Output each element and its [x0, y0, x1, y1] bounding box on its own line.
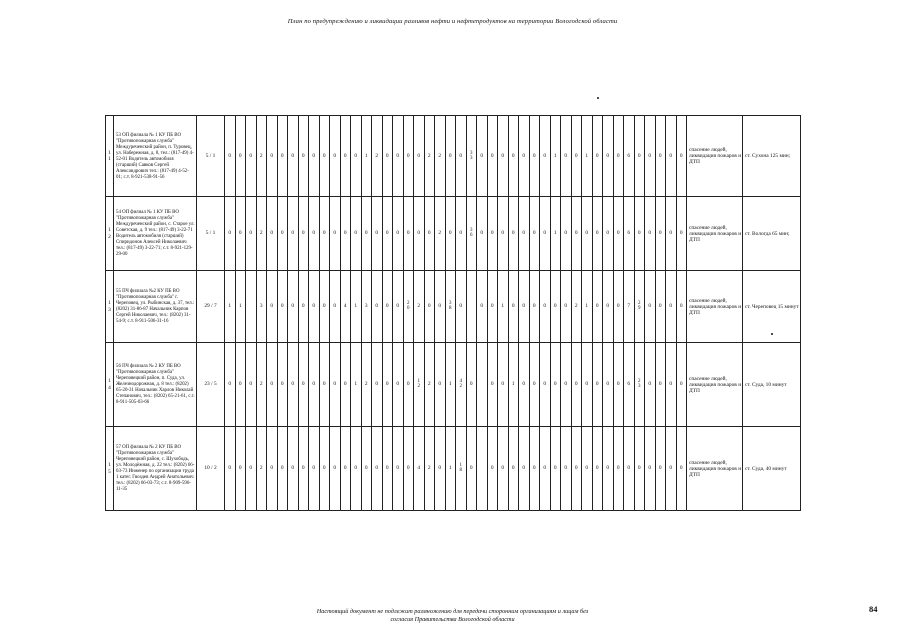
equipment-count-cell: 0 — [540, 197, 551, 271]
equipment-count-cell: 0 — [403, 343, 414, 427]
equipment-count-cell: 0 — [235, 197, 246, 271]
equipment-count-cell: 0 — [508, 116, 519, 197]
equipment-count-cell: 0 — [529, 343, 540, 427]
table-row — [106, 343, 801, 427]
row-index-digit: 1 — [108, 227, 111, 234]
equipment-count-cell — [466, 271, 477, 343]
equipment-count-cell: 0 — [351, 197, 362, 271]
equipment-count-cell: 0 — [456, 271, 467, 343]
personnel-count: 5 / 1 — [197, 197, 225, 271]
equipment-count-cell: 0 — [645, 116, 656, 197]
action-description: спасение людей, ликвидация пожаров и ДТП — [687, 116, 743, 197]
equipment-count-cell: 0 — [424, 197, 435, 271]
equipment-count-cell: 0 — [582, 197, 593, 271]
equipment-count-cell: 6 — [624, 116, 635, 197]
equipment-count-cell: 0 — [424, 271, 435, 343]
footer-line-1: Настоящий документ не подлежит размножению для передачи сторонним организациям и лицам без — [316, 608, 589, 615]
equipment-count-cell: 0 — [246, 197, 257, 271]
equipment-count-cell: 0 — [319, 343, 330, 427]
equipment-count-cell: 0 — [225, 116, 236, 197]
equipment-count-cell: 0 — [592, 116, 603, 197]
equipment-count-cell: 0 — [340, 116, 351, 197]
table-row — [106, 271, 801, 343]
personnel-count: 10 / 2 — [197, 427, 225, 511]
equipment-count-cell — [477, 343, 488, 427]
equipment-count-cell: 0 — [603, 197, 614, 271]
equipment-count-cell: 3 6 — [466, 197, 477, 271]
equipment-count-cell: 0 — [676, 427, 687, 511]
equipment-count-cell: 0 — [288, 271, 299, 343]
equipment-count-cell: 0 — [529, 271, 540, 343]
action-description: спасение людей, ликвидация пожаров и ДТП — [687, 197, 743, 271]
equipment-count-cell: 2 — [372, 116, 383, 197]
equipment-count-cell: 4 2 — [456, 343, 467, 427]
equipment-count-cell: 2 — [435, 197, 446, 271]
equipment-count-cell: 0 — [277, 116, 288, 197]
row-index-digit: 3 — [108, 306, 111, 313]
equipment-count-cell: 0 — [393, 271, 404, 343]
equipment-count-cell: 0 — [666, 197, 677, 271]
equipment-count-cell: 0 — [298, 427, 309, 511]
equipment-count-cell: 0 — [613, 197, 624, 271]
equipment-count-cell: 2 — [424, 427, 435, 511]
equipment-count-cell: 0 — [403, 427, 414, 511]
equipment-count-cell: 0 — [393, 197, 404, 271]
equipment-count-cell: 0 — [319, 116, 330, 197]
equipment-count-cell — [477, 427, 488, 511]
scan-speck — [597, 97, 599, 99]
equipment-count-cell: 0 — [676, 271, 687, 343]
equipment-count-cell: 0 — [498, 116, 509, 197]
equipment-count-cell: 0 — [246, 427, 257, 511]
equipment-count-cell: 0 — [267, 271, 278, 343]
equipment-count-cell — [246, 271, 257, 343]
equipment-count-cell: 2 0 — [403, 271, 414, 343]
equipment-count-cell: 0 — [235, 343, 246, 427]
equipment-count-cell: 0 — [361, 427, 372, 511]
row-index — [106, 271, 114, 343]
equipment-count-cell: 0 — [487, 427, 498, 511]
equipment-count-cell: 0 — [508, 197, 519, 271]
equipment-count-cell: 0 — [592, 343, 603, 427]
row-index — [106, 197, 114, 271]
action-description: спасение людей, ликвидация пожаров и ДТП — [687, 271, 743, 343]
equipment-count-cell: 0 — [498, 197, 509, 271]
equipment-count-cell: 0 — [666, 343, 677, 427]
equipment-count-cell: 0 — [372, 427, 383, 511]
equipment-count-cell: 0 — [613, 116, 624, 197]
personnel-count: 5 / 1 — [197, 116, 225, 197]
equipment-count-cell: 0 — [277, 427, 288, 511]
equipment-count-cell: 2 3 — [634, 343, 645, 427]
equipment-count-cell: 0 — [319, 427, 330, 511]
equipment-count-cell: 0 — [676, 197, 687, 271]
equipment-count-cell: 0 — [298, 343, 309, 427]
equipment-count-cell: 0 — [561, 343, 572, 427]
equipment-count-cell: 0 — [403, 116, 414, 197]
data-table — [105, 115, 801, 511]
equipment-count-cell: 0 — [613, 343, 624, 427]
equipment-count-cell: 0 — [382, 197, 393, 271]
equipment-count-cell: 0 — [519, 343, 530, 427]
equipment-count-cell: 0 — [603, 427, 614, 511]
unit-description: 56 ПЧ филиала № 2 КУ ПБ ВО "Противопожарная служба" Череповецкий район, п. Суда, ул. Железнодорожная, д. 8 тел.: (8202) 65-20-31 Начальник Харлов Николай Степанович, тел.: (8202) 65-21-61, с.т. 8-911-505-03-66 — [114, 343, 197, 427]
equipment-count-cell: 0 — [655, 343, 666, 427]
equipment-count-cell: 0 — [676, 116, 687, 197]
footer-line-2: согласия Правительства Вологодской области — [390, 616, 515, 623]
equipment-count-cell: 0 — [288, 116, 299, 197]
table-row — [106, 116, 801, 197]
equipment-count-cell: 0 — [298, 116, 309, 197]
page-header: План по предупреждению и ликвидации разливов нефти и нефтепродуктов на территории Вологодской области — [287, 18, 618, 25]
equipment-count-cell: 0 — [393, 427, 404, 511]
equipment-count-cell: 0 — [235, 116, 246, 197]
equipment-count-cell: 0 — [267, 116, 278, 197]
equipment-count-cell: 0 — [613, 271, 624, 343]
equipment-count-cell: 0 — [309, 116, 320, 197]
equipment-count-cell: 0 — [382, 427, 393, 511]
equipment-count-cell: 0 — [267, 197, 278, 271]
action-description: спасение людей, ликвидация пожаров и ДТП — [687, 427, 743, 511]
equipment-count-cell: 0 — [666, 271, 677, 343]
equipment-count-cell: 0 — [382, 343, 393, 427]
equipment-count-cell: 0 — [225, 197, 236, 271]
equipment-count-cell: 0 — [477, 271, 488, 343]
equipment-count-cell: 0 — [246, 116, 257, 197]
equipment-count-cell: 0 — [571, 116, 582, 197]
equipment-count-cell: 0 — [561, 271, 572, 343]
equipment-count-cell: 0 — [645, 343, 656, 427]
equipment-count-cell: 0 — [330, 427, 341, 511]
equipment-count-cell: 0 — [645, 271, 656, 343]
arrival-time: ст. Череповец 15 минут — [743, 271, 801, 343]
equipment-count-cell: 0 — [624, 427, 635, 511]
equipment-count-cell: 0 — [309, 427, 320, 511]
row-index — [106, 116, 114, 197]
equipment-count-cell: 2 — [256, 343, 267, 427]
equipment-count-cell: 0 — [540, 116, 551, 197]
equipment-count-cell: 1 — [550, 116, 561, 197]
equipment-count-cell: 0 — [330, 116, 341, 197]
equipment-count-cell: 0 — [340, 427, 351, 511]
equipment-count-cell: 0 — [603, 343, 614, 427]
equipment-count-cell: 0 — [235, 427, 246, 511]
equipment-count-cell: 1 — [445, 427, 456, 511]
row-index-digit: 5 — [108, 468, 111, 475]
equipment-count-cell: 0 — [645, 427, 656, 511]
equipment-count-cell: 0 — [456, 197, 467, 271]
equipment-count-cell: 0 — [414, 116, 425, 197]
equipment-count-cell: 0 — [225, 343, 236, 427]
equipment-count-cell: 0 — [246, 343, 257, 427]
equipment-count-cell: 0 — [351, 427, 362, 511]
equipment-count-cell: 2 — [424, 116, 435, 197]
equipment-count-cell: 2 — [256, 116, 267, 197]
equipment-count-cell: 0 — [288, 343, 299, 427]
table-row — [106, 427, 801, 511]
equipment-count-cell: 0 — [529, 427, 540, 511]
equipment-count-cell: 0 — [540, 427, 551, 511]
table-row — [106, 197, 801, 271]
equipment-count-cell: 0 — [561, 116, 572, 197]
equipment-count-cell: 0 — [330, 343, 341, 427]
equipment-count-cell: 2 — [256, 197, 267, 271]
equipment-count-cell: 1 — [582, 116, 593, 197]
equipment-count-cell: 0 — [666, 427, 677, 511]
equipment-count-cell: 0 — [456, 116, 467, 197]
equipment-count-cell: 0 — [340, 343, 351, 427]
equipment-count-cell: 4 — [340, 271, 351, 343]
row-index — [106, 343, 114, 427]
equipment-count-cell: 0 — [592, 427, 603, 511]
equipment-count-cell: 0 — [655, 271, 666, 343]
row-index — [106, 427, 114, 511]
equipment-count-cell: 0 — [487, 271, 498, 343]
equipment-count-cell: 0 — [372, 271, 383, 343]
equipment-count-cell: 0 — [550, 271, 561, 343]
equipment-count-cell: 1 — [225, 271, 236, 343]
equipment-count-cell: 0 — [645, 197, 656, 271]
equipment-count-cell: 0 — [603, 116, 614, 197]
equipment-count-cell: 0 — [519, 427, 530, 511]
action-description: спасение людей, ликвидация пожаров и ДТП — [687, 343, 743, 427]
equipment-count-cell: 0 — [655, 197, 666, 271]
equipment-count-cell: 0 — [393, 343, 404, 427]
equipment-count-cell: 7 — [624, 271, 635, 343]
row-index-digit: 1 — [108, 462, 111, 469]
equipment-count-cell: 0 — [277, 197, 288, 271]
equipment-count-cell: 0 — [508, 427, 519, 511]
equipment-count-cell: 0 — [529, 197, 540, 271]
equipment-count-cell: 0 — [330, 197, 341, 271]
equipment-count-cell: 4 — [414, 427, 425, 511]
equipment-count-cell: 0 — [351, 116, 362, 197]
arrival-time: ст. Суда, 10 минут — [743, 343, 801, 427]
equipment-count-cell: 0 — [466, 427, 477, 511]
equipment-count-cell: 0 — [498, 343, 509, 427]
equipment-count-cell: 0 — [382, 116, 393, 197]
row-index-digit: 1 — [108, 378, 111, 385]
equipment-count-cell: 6 — [624, 343, 635, 427]
equipment-count-cell: 0 — [435, 427, 446, 511]
equipment-count-cell: 0 — [487, 197, 498, 271]
arrival-time: ст. Вологда 65 мин; — [743, 197, 801, 271]
equipment-count-cell: 0 — [540, 343, 551, 427]
unit-description: 54 ОП филиал № 1 КУ ПБ ВО "Противопожарная служба" Междуреченский район, с. Старое ул. Советская, д. 9 тел.: (817-49) 3-22-71 Водитель автомобиля (старший) Спиридонов Алексей Николаевич тел.: (817-49) 3-22-71; с.т. 8-921-129-29-00 — [114, 197, 197, 271]
equipment-count-cell: 0 — [561, 197, 572, 271]
equipment-count-cell: 1 2 — [414, 343, 425, 427]
equipment-count-cell: 0 — [309, 343, 320, 427]
equipment-count-cell: 0 — [340, 197, 351, 271]
unit-description: 55 ПЧ филиала №2 КУ ПБ ВО "Противопожарная служба" г. Череповец, ул. Рыбинская, д. 37, тел.: (8202) 31-86-87 Начальник Карпов Сергей Николаевич, тел.: (8202) 31-54-9; с.т. 8-911-506-31-16 — [114, 271, 197, 343]
equipment-count-cell: 0 — [592, 197, 603, 271]
equipment-count-cell: 1 — [235, 271, 246, 343]
equipment-count-cell: 0 — [655, 116, 666, 197]
equipment-count-cell: 2 — [435, 116, 446, 197]
equipment-count-cell: 0 — [592, 271, 603, 343]
equipment-count-cell: 0 — [393, 116, 404, 197]
equipment-count-cell: 6 — [624, 197, 635, 271]
equipment-count-cell: 1 — [508, 343, 519, 427]
row-index-digit: 1 — [108, 149, 111, 156]
equipment-count-cell: 0 — [288, 197, 299, 271]
equipment-count-cell: 0 — [477, 116, 488, 197]
equipment-count-cell: 0 — [361, 197, 372, 271]
equipment-count-cell: 0 — [267, 427, 278, 511]
equipment-count-cell: 3 3 — [466, 116, 477, 197]
equipment-count-cell: 1 — [361, 116, 372, 197]
unit-description: 53 ОП филиала № 1 КУ ПБ ВО "Противопожарная служба" Междуреченский район, п. Туровец, ул. Набережная, д. 8, тел.: (817-49) 4-52-01 Водитель автомобиля (старший) Савков Сергей Александрович тел.: (817-49) 4-52-01; с.т. 8-921-538-91-56 — [114, 116, 197, 197]
equipment-count-cell: 0 — [613, 427, 624, 511]
equipment-count-cell: 1 — [351, 343, 362, 427]
equipment-count-cell: 0 — [634, 116, 645, 197]
equipment-count-cell: 1 — [582, 271, 593, 343]
equipment-count-cell: 0 — [676, 343, 687, 427]
equipment-count-cell: 0 — [540, 271, 551, 343]
arrival-time: ст. Суда, 40 минут — [743, 427, 801, 511]
equipment-count-cell: 1 — [351, 271, 362, 343]
equipment-count-cell: 0 — [435, 343, 446, 427]
equipment-count-cell: 0 — [519, 271, 530, 343]
page-number: 84 — [869, 604, 878, 614]
page-footer — [0, 608, 905, 624]
equipment-count-cell: 3 — [361, 271, 372, 343]
equipment-count-cell: 0 — [571, 343, 582, 427]
equipment-count-cell: 0 — [519, 116, 530, 197]
equipment-count-cell: 0 — [445, 116, 456, 197]
equipment-count-cell: 0 — [319, 271, 330, 343]
equipment-count-cell: 1 — [498, 271, 509, 343]
equipment-count-cell: 0 — [298, 271, 309, 343]
equipment-count-cell: 1 — [445, 343, 456, 427]
equipment-count-cell: 0 — [519, 197, 530, 271]
equipment-count-cell: 1 8 — [456, 427, 467, 511]
equipment-count-cell: 0 — [487, 116, 498, 197]
equipment-count-cell: 2 9 — [634, 271, 645, 343]
equipment-count-cell: 0 — [309, 197, 320, 271]
equipment-count-cell: 0 — [435, 271, 446, 343]
personnel-count: 23 / 5 — [197, 343, 225, 427]
equipment-count-cell: 0 — [529, 116, 540, 197]
arrival-time: ст. Сухона 125 мин; — [743, 116, 801, 197]
equipment-count-cell: 0 — [403, 197, 414, 271]
equipment-count-cell: 0 — [267, 343, 278, 427]
unit-description: 57 ОП филиала № 2 КУ ПБ ВО "Противопожарная служба" Череповецкий район, с. Шухободь, ул. Молодёжная, д. 22 тел.: (8202) 66-03-73 Инженер по организации труда 1 катег. Гвоздев Андрей Анатольевич тел.: (8202) 66-03-73; с.т. 8-909-596-11-35 — [114, 427, 197, 511]
equipment-count-cell: 0 — [288, 427, 299, 511]
row-index-digit: 1 — [108, 300, 111, 307]
equipment-count-cell: 0 — [603, 271, 614, 343]
equipment-count-cell: 0 — [372, 197, 383, 271]
equipment-count-cell: 2 — [571, 271, 582, 343]
equipment-count-cell: 0 — [330, 271, 341, 343]
equipment-count-cell: 2 — [424, 343, 435, 427]
equipment-count-cell: 0 — [277, 271, 288, 343]
equipment-count-cell: 0 — [571, 197, 582, 271]
equipment-count-cell: 0 — [655, 427, 666, 511]
equipment-count-cell: 0 — [477, 197, 488, 271]
equipment-count-cell: 0 — [508, 271, 519, 343]
equipment-count-cell: 0 — [582, 427, 593, 511]
equipment-count-cell: 0 — [561, 427, 572, 511]
equipment-count-cell: 0 — [666, 116, 677, 197]
equipment-count-cell: 0 — [309, 271, 320, 343]
equipment-count-cell: 2 — [256, 427, 267, 511]
equipment-count-cell: 3 — [256, 271, 267, 343]
equipment-count-cell: 0 — [414, 197, 425, 271]
equipment-count-cell: 0 — [498, 427, 509, 511]
equipment-count-cell: 0 — [550, 427, 561, 511]
equipment-count-cell: 0 — [487, 343, 498, 427]
equipment-count-cell: 1 — [550, 197, 561, 271]
equipment-count-cell: 0 — [634, 197, 645, 271]
equipment-count-cell: 3 8 — [445, 271, 456, 343]
equipment-count-cell: 2 — [361, 343, 372, 427]
equipment-count-cell: 0 — [550, 343, 561, 427]
equipment-count-cell: 0 — [277, 343, 288, 427]
row-index-digit: 2 — [108, 233, 111, 240]
equipment-count-cell: 0 — [634, 427, 645, 511]
equipment-count-cell: 0 — [466, 343, 477, 427]
equipment-count-cell: 0 — [382, 271, 393, 343]
equipment-count-cell: 2 — [414, 271, 425, 343]
equipment-count-cell: 0 — [571, 427, 582, 511]
equipment-count-cell: 0 — [372, 343, 383, 427]
equipment-count-cell: 0 — [445, 197, 456, 271]
equipment-count-cell: 0 — [298, 197, 309, 271]
row-index-digit: 4 — [108, 384, 111, 391]
equipment-count-cell: 0 — [582, 343, 593, 427]
equipment-count-cell: 0 — [225, 427, 236, 511]
row-index-digit: 1 — [108, 156, 111, 162]
equipment-count-cell: 0 — [319, 197, 330, 271]
personnel-count: 29 / 7 — [197, 271, 225, 343]
